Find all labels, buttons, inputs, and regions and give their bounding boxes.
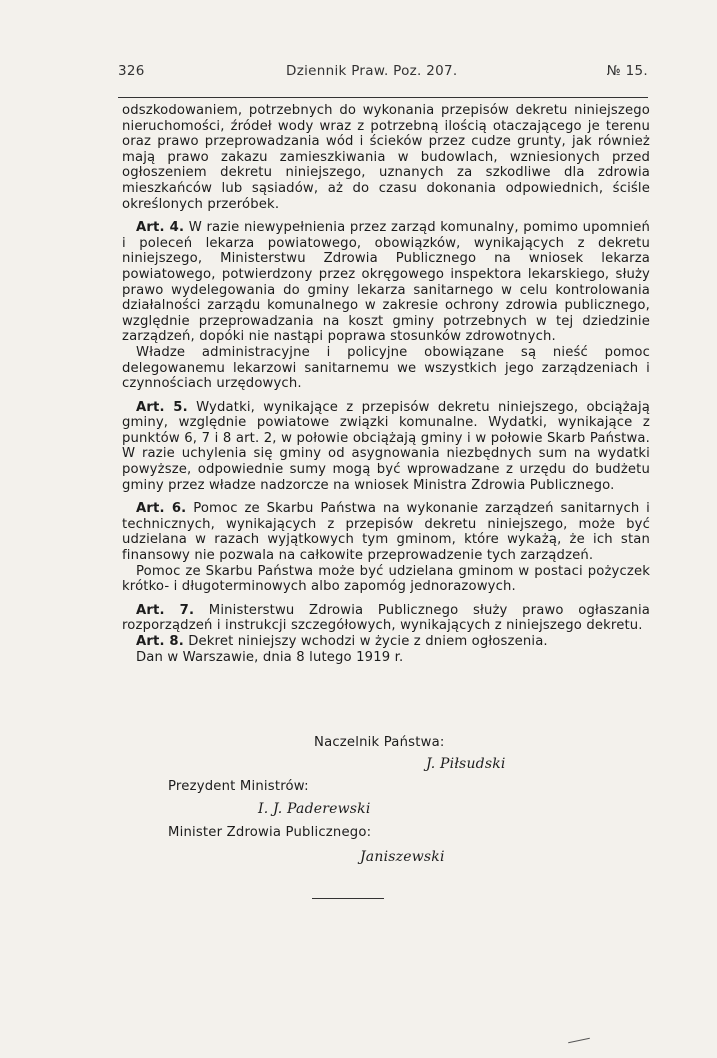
article-5-heading: Art. 5. — [136, 399, 188, 415]
article-7-text: Ministerstwu Zdrowia Publicznego służy prawo ogłaszania rozporządzeń i instrukcji szczegółowych, wynikających z niniejszego dekretu. — [122, 602, 650, 634]
prime-minister-title: Prezydent Ministrów: — [168, 779, 309, 794]
article-6-heading: Art. 6. — [136, 501, 187, 517]
page-number: 326 — [118, 63, 145, 79]
article-8 — [122, 634, 650, 650]
health-minister-title: Minister Zdrowia Publicznego: — [168, 825, 372, 840]
page-header — [118, 63, 648, 85]
article-6-text: Pomoc ze Skarbu Państwa na wykonanie zarządzeń sanitarnych i technicznych, wynikających z przepisów dekretu niniejszego, może być udzielana w razach wyjątkowych tym gminom, które wykażą, że ich stan finansowy nie pozwala na całkowite przeprowadzenie tych zarządzeń. — [122, 501, 650, 564]
chief-of-state-signature: J. Piłsudski — [426, 756, 506, 772]
pencil-mark — [568, 1038, 590, 1044]
article-7 — [122, 603, 650, 634]
date-line: Dan w Warszawie, dnia 8 lutego 1919 r. — [136, 649, 404, 665]
article-4-paragraph-2: Władze administracyjne i policyjne obowiązane są nieść pomoc delegowanemu lekarzowi sanitarnemu we wszystkich jego zarządzeniach i czynnościach urzędowych. — [122, 344, 650, 392]
article-6-paragraph-2: Pomoc ze Skarbu Państwa może być udzielana gminom w postaci pożyczek krótko- i długoterminowych albo zapomóg jednorazowych. — [122, 563, 650, 595]
article-4-heading: Art. 4. — [136, 220, 185, 236]
article-4-text: W razie niewypełnienia przez zarząd komunalny, pomimo upomnień i poleceń lekarza powiatowego, obowiązków, wynikających z dekretu niniejszego, Ministerstwu Zdrowia Publicznego na wniosek lekarza powiatowego, potwierdzony przez okręgowego inspektora lekarskiego, służy prawo wydelegowania do gminy lekarza sanitarnego w celu kontrolowania działalności zarządu komunalnego w zakresie ochrony zdrowia publicznego, względnie przeprowadzania na koszt gminy potrzebnych w tej dziedzinie zarządzeń, dopóki nie nastąpi poprawa stosunków zdrowotnych. — [122, 220, 650, 345]
article-6 — [122, 501, 650, 563]
issue-number: № 15. — [606, 63, 648, 79]
article-4 — [122, 220, 650, 345]
article-8-text: Dekret niniejszy wchodzi w życie z dniem ogłoszenia. — [188, 634, 548, 649]
chief-of-state-title: Naczelnik Państwa: — [314, 735, 445, 750]
article-5-text: Wydatki, wynikające z przepisów dekretu niniejszego, obciążają gminy, względnie powiatowe związki komunalne. Wydatki, wynikające z punktów 6, 7 i 8 art. 2, w połowie obciążają gminy i w połowie Skarb Państwa. W razie uchylenia się gminy od asygnowania niezbędnych sum na wydatki powyższe, odpowiednie sumy mogą być wprowadzane z urzędu do budżetu gminy przez władze nadzorcze na wniosek Ministra Zdrowia Publicznego. — [122, 399, 651, 493]
prime-minister-signature: I. J. Paderewski — [258, 801, 371, 817]
article-7-heading: Art. 7. — [136, 602, 195, 618]
closing-divider — [312, 898, 384, 899]
journal-title: Dziennik Praw. Poz. 207. — [286, 63, 458, 79]
article-5 — [122, 400, 650, 494]
health-minister-signature: Janiszewski — [360, 849, 445, 865]
document-body — [122, 103, 650, 665]
article-8-heading: Art. 8. — [136, 634, 184, 649]
header-divider — [118, 97, 648, 98]
intro-paragraph: odszkodowaniem, potrzebnych do wykonania przepisów dekretu niniejszego nieruchomości, źródeł wody wraz z potrzebną ilością otaczającego je terenu oraz prawo przeprowadzania wód i ścieków przez cudze grunty, jak również mają prawo zakazu zamieszkiwania w budowlach, wzniesionych przed ogłoszeniem dekretu niniejszego, uznanych za szkodliwe dla zdrowia mieszkańców lub sąsiadów, aż do czasu dokonania odpowiednich, ściśle określonych przeróbek. — [122, 103, 650, 212]
